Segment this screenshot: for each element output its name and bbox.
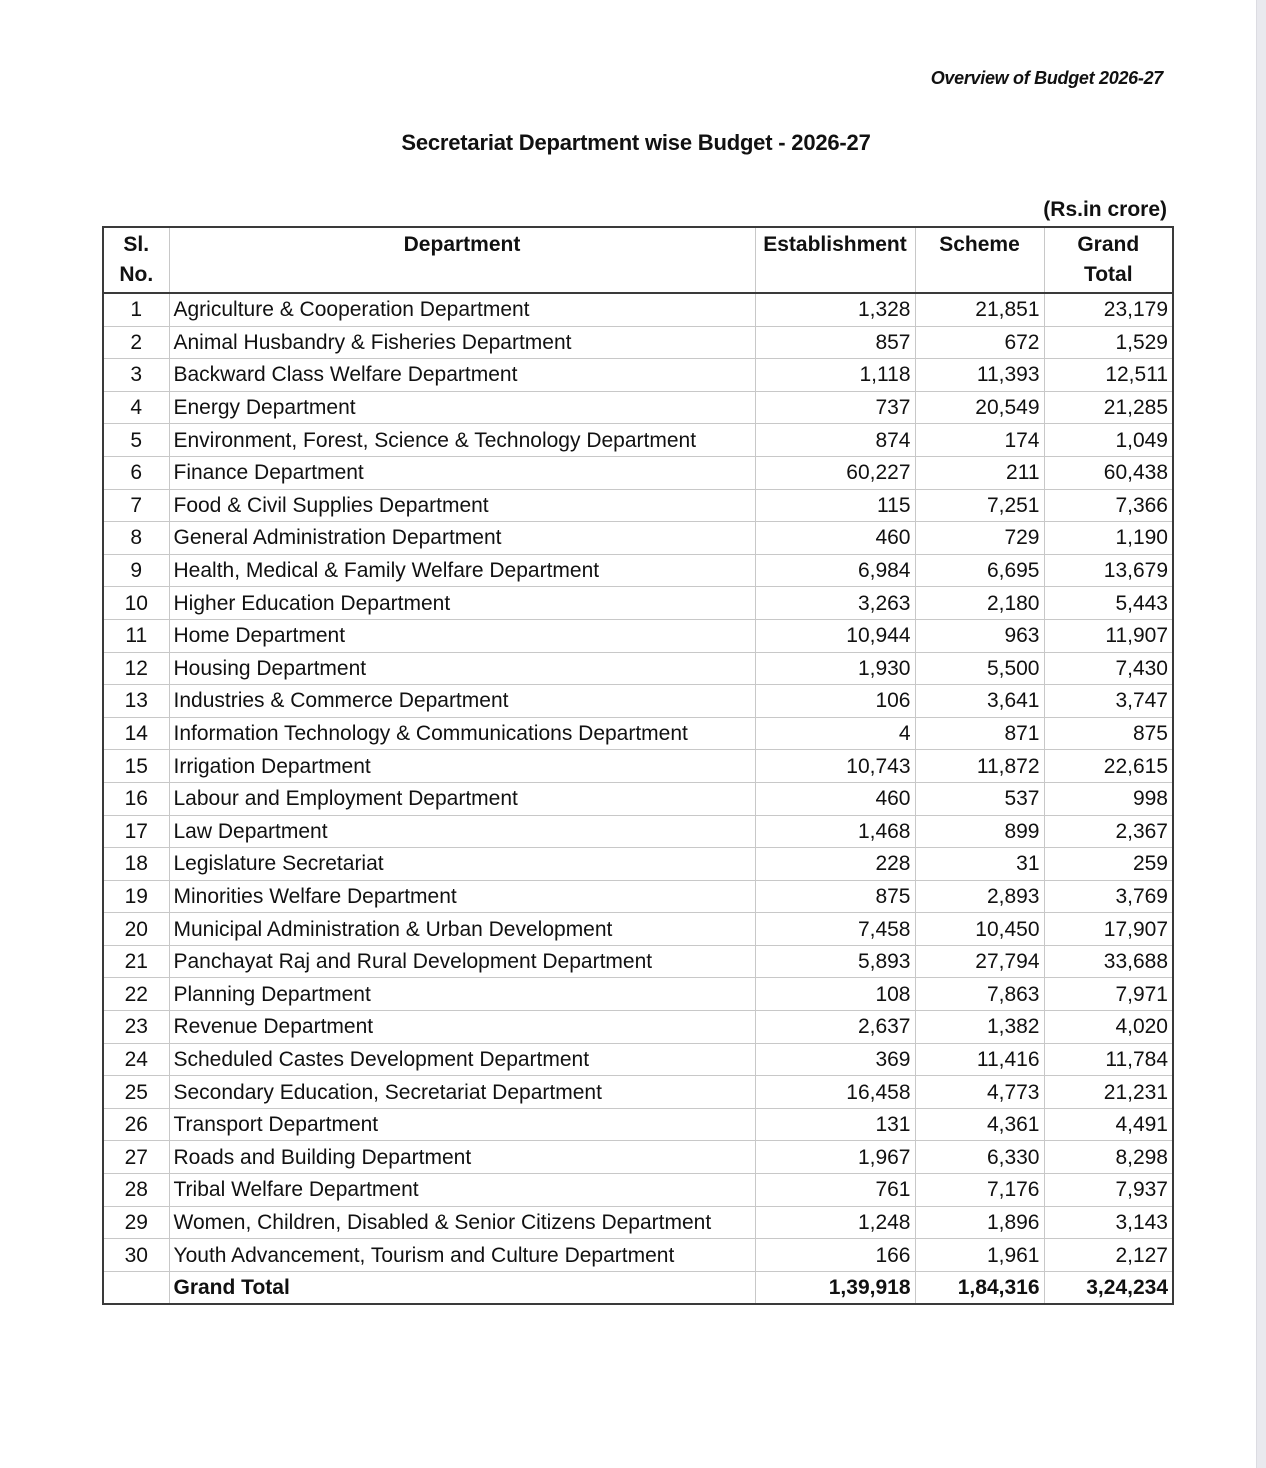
cell-establishment: 16,458 <box>755 1076 915 1109</box>
cell-establishment: 1,967 <box>755 1141 915 1174</box>
cell-sl-no: 29 <box>103 1206 169 1239</box>
cell-sl-no <box>103 1271 169 1304</box>
cell-department: Food & Civil Supplies Department <box>169 489 755 522</box>
cell-sl-no: 10 <box>103 587 169 620</box>
cell-scheme: 7,251 <box>915 489 1044 522</box>
table-row <box>103 782 1173 815</box>
grand-total-scheme: 1,84,316 <box>915 1271 1044 1304</box>
cell-grand-total: 259 <box>1044 848 1173 881</box>
cell-establishment: 6,984 <box>755 554 915 587</box>
cell-sl-no: 30 <box>103 1239 169 1272</box>
cell-sl-no: 1 <box>103 293 169 326</box>
cell-scheme: 27,794 <box>915 945 1044 978</box>
cell-scheme: 1,896 <box>915 1206 1044 1239</box>
cell-grand-total: 4,020 <box>1044 1011 1173 1044</box>
cell-grand-total: 11,907 <box>1044 619 1173 652</box>
cell-scheme: 1,382 <box>915 1011 1044 1044</box>
cell-scheme: 11,393 <box>915 359 1044 392</box>
cell-grand-total: 4,491 <box>1044 1108 1173 1141</box>
cell-sl-no: 7 <box>103 489 169 522</box>
cell-grand-total: 998 <box>1044 782 1173 815</box>
table-row <box>103 1011 1173 1044</box>
table-row <box>103 1043 1173 1076</box>
cell-department: Scheduled Castes Development Department <box>169 1043 755 1076</box>
cell-grand-total: 7,430 <box>1044 652 1173 685</box>
cell-department: Youth Advancement, Tourism and Culture Department <box>169 1239 755 1272</box>
cell-establishment: 106 <box>755 685 915 718</box>
column-header-establishment: Establishment <box>755 227 915 293</box>
cell-establishment: 131 <box>755 1108 915 1141</box>
cell-grand-total: 12,511 <box>1044 359 1173 392</box>
cell-sl-no: 19 <box>103 880 169 913</box>
table-row <box>103 456 1173 489</box>
cell-establishment: 1,468 <box>755 815 915 848</box>
table-row <box>103 1108 1173 1141</box>
table-row <box>103 750 1173 783</box>
page-title: Secretariat Department wise Budget - 2026-27 <box>401 130 871 155</box>
cell-scheme: 31 <box>915 848 1044 881</box>
table-row <box>103 489 1173 522</box>
cell-establishment: 857 <box>755 326 915 359</box>
cell-establishment: 875 <box>755 880 915 913</box>
cell-grand-total: 22,615 <box>1044 750 1173 783</box>
column-header-grand-total: Grand Total <box>1044 227 1173 293</box>
page-edge <box>1256 0 1266 1468</box>
cell-department: Planning Department <box>169 978 755 1011</box>
column-header-department: Department <box>169 227 755 293</box>
cell-department: Home Department <box>169 619 755 652</box>
cell-establishment: 1,328 <box>755 293 915 326</box>
cell-sl-no: 2 <box>103 326 169 359</box>
cell-grand-total: 2,127 <box>1044 1239 1173 1272</box>
cell-scheme: 11,872 <box>915 750 1044 783</box>
cell-department: Environment, Forest, Science & Technology Department <box>169 424 755 457</box>
cell-establishment: 1,118 <box>755 359 915 392</box>
cell-scheme: 963 <box>915 619 1044 652</box>
cell-grand-total: 13,679 <box>1044 554 1173 587</box>
cell-establishment: 108 <box>755 978 915 1011</box>
cell-sl-no: 5 <box>103 424 169 457</box>
table-row <box>103 880 1173 913</box>
table-row <box>103 717 1173 750</box>
table-row <box>103 652 1173 685</box>
cell-department: Transport Department <box>169 1108 755 1141</box>
cell-grand-total: 3,747 <box>1044 685 1173 718</box>
table-row <box>103 815 1173 848</box>
cell-grand-total: 17,907 <box>1044 913 1173 946</box>
cell-department: Revenue Department <box>169 1011 755 1044</box>
table-row <box>103 391 1173 424</box>
cell-scheme: 4,773 <box>915 1076 1044 1109</box>
cell-establishment: 874 <box>755 424 915 457</box>
cell-sl-no: 9 <box>103 554 169 587</box>
cell-establishment: 10,743 <box>755 750 915 783</box>
cell-scheme: 6,330 <box>915 1141 1044 1174</box>
budget-table <box>102 226 1174 1305</box>
cell-grand-total: 21,285 <box>1044 391 1173 424</box>
table-header-row <box>103 227 1173 293</box>
cell-sl-no: 6 <box>103 456 169 489</box>
cell-sl-no: 15 <box>103 750 169 783</box>
table-row <box>103 1174 1173 1207</box>
cell-grand-total: 1,529 <box>1044 326 1173 359</box>
cell-department: Tribal Welfare Department <box>169 1174 755 1207</box>
cell-department: Housing Department <box>169 652 755 685</box>
cell-sl-no: 4 <box>103 391 169 424</box>
cell-scheme: 21,851 <box>915 293 1044 326</box>
cell-department: Animal Husbandry & Fisheries Department <box>169 326 755 359</box>
cell-sl-no: 24 <box>103 1043 169 1076</box>
cell-grand-total: 5,443 <box>1044 587 1173 620</box>
table-row <box>103 848 1173 881</box>
cell-scheme: 899 <box>915 815 1044 848</box>
cell-grand-total: 23,179 <box>1044 293 1173 326</box>
column-header-sl-no: Sl. No. <box>103 227 169 293</box>
cell-grand-total: 7,937 <box>1044 1174 1173 1207</box>
cell-establishment: 2,637 <box>755 1011 915 1044</box>
table-row <box>103 587 1173 620</box>
cell-sl-no: 20 <box>103 913 169 946</box>
table-row <box>103 685 1173 718</box>
cell-establishment: 228 <box>755 848 915 881</box>
cell-establishment: 4 <box>755 717 915 750</box>
table-row <box>103 978 1173 1011</box>
grand-total-value: 3,24,234 <box>1044 1271 1173 1304</box>
cell-establishment: 737 <box>755 391 915 424</box>
cell-grand-total: 3,769 <box>1044 880 1173 913</box>
cell-scheme: 11,416 <box>915 1043 1044 1076</box>
cell-scheme: 1,961 <box>915 1239 1044 1272</box>
cell-scheme: 2,893 <box>915 880 1044 913</box>
cell-department: Finance Department <box>169 456 755 489</box>
cell-scheme: 537 <box>915 782 1044 815</box>
cell-department: General Administration Department <box>169 522 755 555</box>
cell-department: Roads and Building Department <box>169 1141 755 1174</box>
cell-sl-no: 17 <box>103 815 169 848</box>
document-header: Overview of Budget 2026-27 <box>930 68 1163 88</box>
cell-sl-no: 21 <box>103 945 169 978</box>
cell-grand-total: 8,298 <box>1044 1141 1173 1174</box>
cell-establishment: 1,930 <box>755 652 915 685</box>
cell-department: Panchayat Raj and Rural Development Department <box>169 945 755 978</box>
cell-establishment: 369 <box>755 1043 915 1076</box>
cell-establishment: 1,248 <box>755 1206 915 1239</box>
table-row <box>103 1206 1173 1239</box>
cell-establishment: 761 <box>755 1174 915 1207</box>
units-note: (Rs.in crore) <box>1043 198 1167 221</box>
cell-department: Minorities Welfare Department <box>169 880 755 913</box>
cell-establishment: 7,458 <box>755 913 915 946</box>
cell-grand-total: 60,438 <box>1044 456 1173 489</box>
table-row <box>103 1076 1173 1109</box>
cell-grand-total: 11,784 <box>1044 1043 1173 1076</box>
table-row <box>103 1239 1173 1272</box>
cell-sl-no: 28 <box>103 1174 169 1207</box>
cell-establishment: 10,944 <box>755 619 915 652</box>
cell-scheme: 4,361 <box>915 1108 1044 1141</box>
grand-total-establishment: 1,39,918 <box>755 1271 915 1304</box>
cell-department: Municipal Administration & Urban Development <box>169 913 755 946</box>
cell-scheme: 7,176 <box>915 1174 1044 1207</box>
cell-sl-no: 18 <box>103 848 169 881</box>
cell-grand-total: 2,367 <box>1044 815 1173 848</box>
cell-sl-no: 3 <box>103 359 169 392</box>
table-row <box>103 554 1173 587</box>
column-header-scheme: Scheme <box>915 227 1044 293</box>
cell-scheme: 871 <box>915 717 1044 750</box>
table-row <box>103 619 1173 652</box>
cell-grand-total: 3,143 <box>1044 1206 1173 1239</box>
cell-department: Information Technology & Communications Department <box>169 717 755 750</box>
cell-department: Law Department <box>169 815 755 848</box>
cell-scheme: 174 <box>915 424 1044 457</box>
cell-scheme: 211 <box>915 456 1044 489</box>
cell-sl-no: 12 <box>103 652 169 685</box>
cell-scheme: 3,641 <box>915 685 1044 718</box>
cell-scheme: 672 <box>915 326 1044 359</box>
cell-department: Secondary Education, Secretariat Department <box>169 1076 755 1109</box>
cell-establishment: 460 <box>755 782 915 815</box>
cell-establishment: 166 <box>755 1239 915 1272</box>
grand-total-label: Grand Total <box>169 1271 755 1304</box>
cell-sl-no: 23 <box>103 1011 169 1044</box>
cell-grand-total: 7,971 <box>1044 978 1173 1011</box>
cell-department: Higher Education Department <box>169 587 755 620</box>
cell-establishment: 3,263 <box>755 587 915 620</box>
cell-sl-no: 26 <box>103 1108 169 1141</box>
cell-sl-no: 11 <box>103 619 169 652</box>
grand-total-row <box>103 1271 1173 1304</box>
table-row <box>103 359 1173 392</box>
cell-scheme: 2,180 <box>915 587 1044 620</box>
cell-sl-no: 27 <box>103 1141 169 1174</box>
cell-department: Legislature Secretariat <box>169 848 755 881</box>
cell-sl-no: 14 <box>103 717 169 750</box>
table-row <box>103 326 1173 359</box>
cell-scheme: 5,500 <box>915 652 1044 685</box>
cell-grand-total: 7,366 <box>1044 489 1173 522</box>
table-row <box>103 424 1173 457</box>
cell-grand-total: 1,190 <box>1044 522 1173 555</box>
cell-department: Health, Medical & Family Welfare Department <box>169 554 755 587</box>
cell-sl-no: 22 <box>103 978 169 1011</box>
table-row <box>103 913 1173 946</box>
cell-sl-no: 8 <box>103 522 169 555</box>
table-row <box>103 945 1173 978</box>
table-row <box>103 1141 1173 1174</box>
cell-sl-no: 16 <box>103 782 169 815</box>
cell-department: Irrigation Department <box>169 750 755 783</box>
table-row <box>103 522 1173 555</box>
cell-department: Women, Children, Disabled & Senior Citizens Department <box>169 1206 755 1239</box>
cell-establishment: 115 <box>755 489 915 522</box>
cell-establishment: 60,227 <box>755 456 915 489</box>
cell-scheme: 6,695 <box>915 554 1044 587</box>
cell-department: Backward Class Welfare Department <box>169 359 755 392</box>
table-row <box>103 293 1173 326</box>
cell-sl-no: 13 <box>103 685 169 718</box>
cell-scheme: 10,450 <box>915 913 1044 946</box>
cell-scheme: 20,549 <box>915 391 1044 424</box>
cell-establishment: 5,893 <box>755 945 915 978</box>
cell-scheme: 729 <box>915 522 1044 555</box>
cell-department: Industries & Commerce Department <box>169 685 755 718</box>
cell-department: Agriculture & Cooperation Department <box>169 293 755 326</box>
cell-grand-total: 1,049 <box>1044 424 1173 457</box>
cell-establishment: 460 <box>755 522 915 555</box>
cell-department: Labour and Employment Department <box>169 782 755 815</box>
cell-grand-total: 21,231 <box>1044 1076 1173 1109</box>
cell-sl-no: 25 <box>103 1076 169 1109</box>
cell-department: Energy Department <box>169 391 755 424</box>
cell-scheme: 7,863 <box>915 978 1044 1011</box>
cell-grand-total: 875 <box>1044 717 1173 750</box>
cell-grand-total: 33,688 <box>1044 945 1173 978</box>
